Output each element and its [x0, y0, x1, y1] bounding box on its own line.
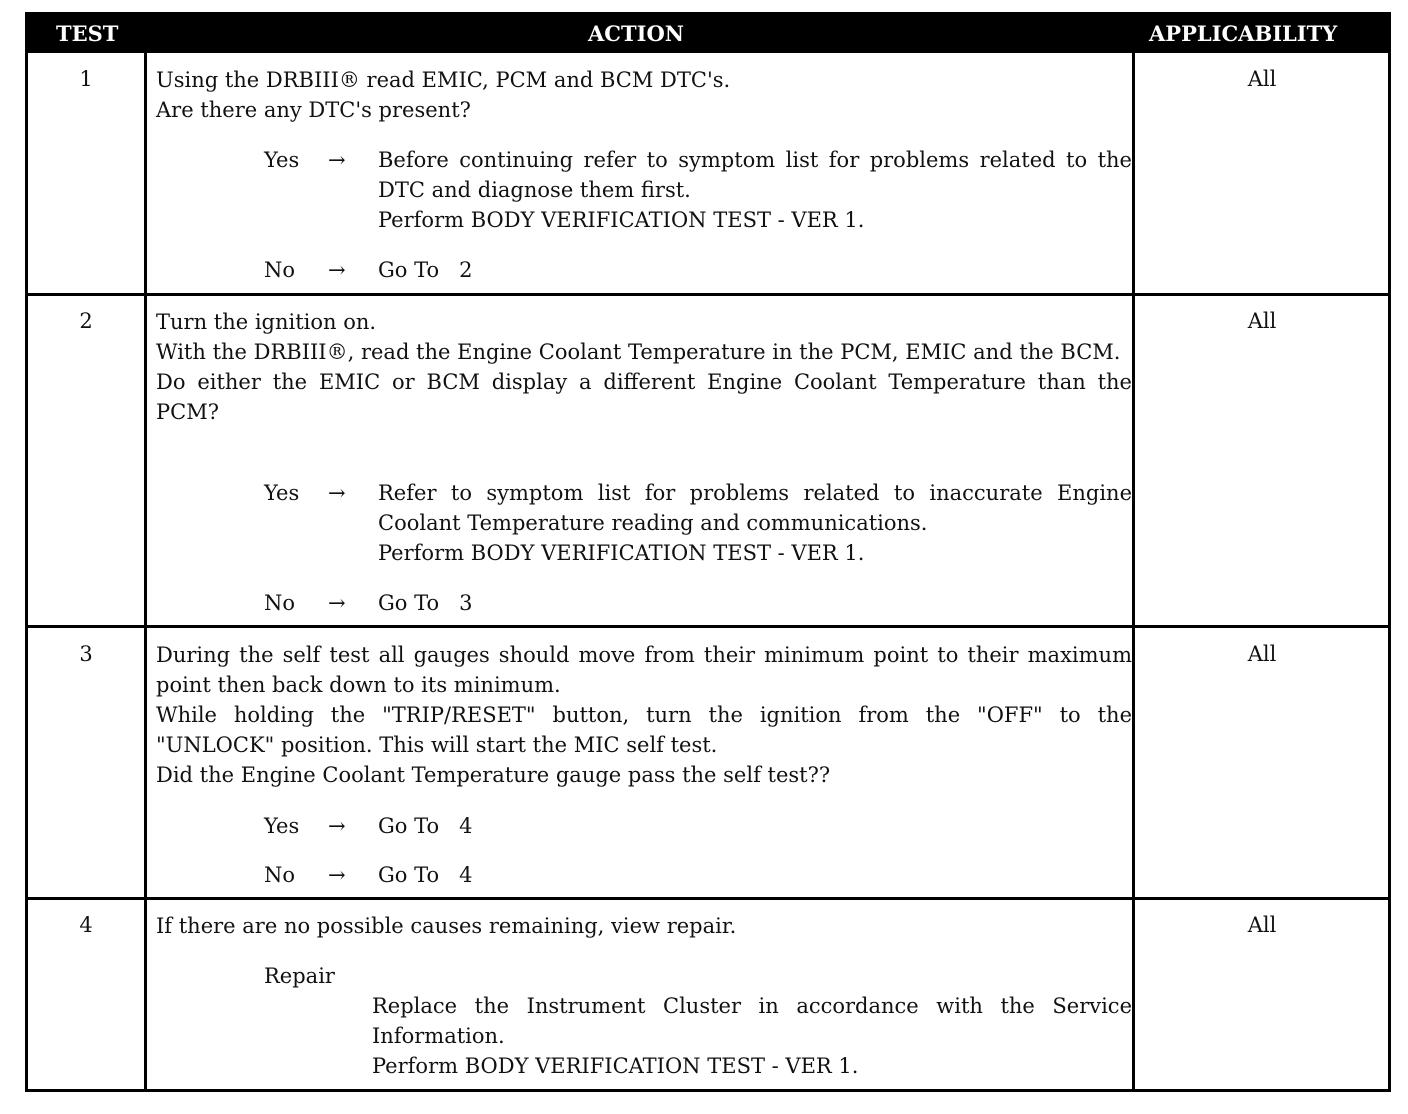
table-header: [28, 15, 1388, 53]
no-result: Go To 3: [378, 591, 473, 615]
arrow-icon: →: [328, 148, 346, 172]
result-line: Perform BODY VERIFICATION TEST - VER 1.: [378, 208, 865, 232]
test-applicability: All: [1247, 913, 1277, 937]
repair-text: [372, 991, 1132, 1081]
header-test: TEST: [56, 21, 119, 46]
row-divider: [28, 293, 1388, 296]
test-number: 4: [79, 913, 93, 937]
test-applicability: All: [1247, 642, 1277, 666]
test-applicability: All: [1247, 67, 1277, 91]
question-line: Are there any DTC's present?: [156, 98, 471, 122]
no-label: No: [264, 258, 296, 282]
test-question: [156, 911, 1132, 941]
yes-label: Yes: [264, 148, 300, 172]
question-line: During the self test all gauges should move from their minimum point to their maximum point then back down to its minimum.: [156, 643, 1132, 697]
result-line: Before continuing refer to symptom list for problems related to the DTC and diagnose them first.: [378, 148, 1132, 202]
yes-label: Yes: [264, 814, 300, 838]
no-label: No: [264, 591, 296, 615]
test-question: [156, 65, 1132, 125]
yes-answer: [264, 811, 1132, 841]
no-result: Go To 2: [378, 258, 473, 282]
column-divider: [144, 15, 147, 1089]
test-question: [156, 307, 1132, 427]
repair-line: Perform BODY VERIFICATION TEST - VER 1.: [372, 1054, 859, 1078]
result-line: Perform BODY VERIFICATION TEST - VER 1.: [378, 541, 865, 565]
column-divider: [1132, 15, 1135, 1089]
question-line: While holding the "TRIP/RESET" button, turn the ignition from the "OFF" to the "UNLOCK" position. This will start the MIC self test.: [156, 703, 1132, 757]
question-line: Using the DRBIII® read EMIC, PCM and BCM DTC's.: [156, 68, 731, 92]
test-applicability: All: [1247, 309, 1277, 333]
arrow-icon: →: [328, 814, 346, 838]
repair-label: Repair: [264, 964, 335, 988]
row-divider: [28, 897, 1388, 900]
repair-line: Replace the Instrument Cluster in accordance with the Service Information.: [372, 994, 1132, 1048]
diagnostic-table: [25, 12, 1391, 1092]
test-question: [156, 640, 1132, 790]
question-line: If there are no possible causes remaining, view repair.: [156, 914, 737, 938]
yes-result: [378, 145, 1132, 235]
question-line: Did the Engine Coolant Temperature gauge pass the self test??: [156, 763, 831, 787]
no-result: Go To 4: [378, 863, 473, 887]
arrow-icon: →: [328, 863, 346, 887]
test-number: 3: [79, 642, 93, 666]
arrow-icon: →: [328, 481, 346, 505]
no-label: No: [264, 863, 296, 887]
header-action: ACTION: [588, 21, 684, 46]
question-line: Turn the ignition on.: [156, 310, 377, 334]
repair-section: [264, 961, 1132, 1081]
test-number: 2: [79, 309, 93, 333]
test-number: 1: [79, 67, 93, 91]
no-answer: [264, 860, 1132, 890]
result-line: Refer to symptom list for problems related to inaccurate Engine Coolant Temperature reading and communications.: [378, 481, 1132, 535]
no-answer: [264, 588, 1132, 618]
arrow-icon: →: [328, 258, 346, 282]
yes-result: Go To 4: [378, 814, 473, 838]
header-applicability: APPLICABILITY: [1149, 21, 1338, 46]
question-line: With the DRBIII®, read the Engine Coolant Temperature in the PCM, EMIC and the BCM.: [156, 340, 1121, 364]
yes-answer: [264, 145, 1132, 235]
yes-result: [378, 478, 1132, 568]
yes-label: Yes: [264, 481, 300, 505]
no-answer: [264, 255, 1132, 285]
row-divider: [28, 625, 1388, 628]
arrow-icon: →: [328, 591, 346, 615]
question-line: Do either the EMIC or BCM display a different Engine Coolant Temperature than the PCM?: [156, 370, 1132, 424]
yes-answer: [264, 478, 1132, 568]
